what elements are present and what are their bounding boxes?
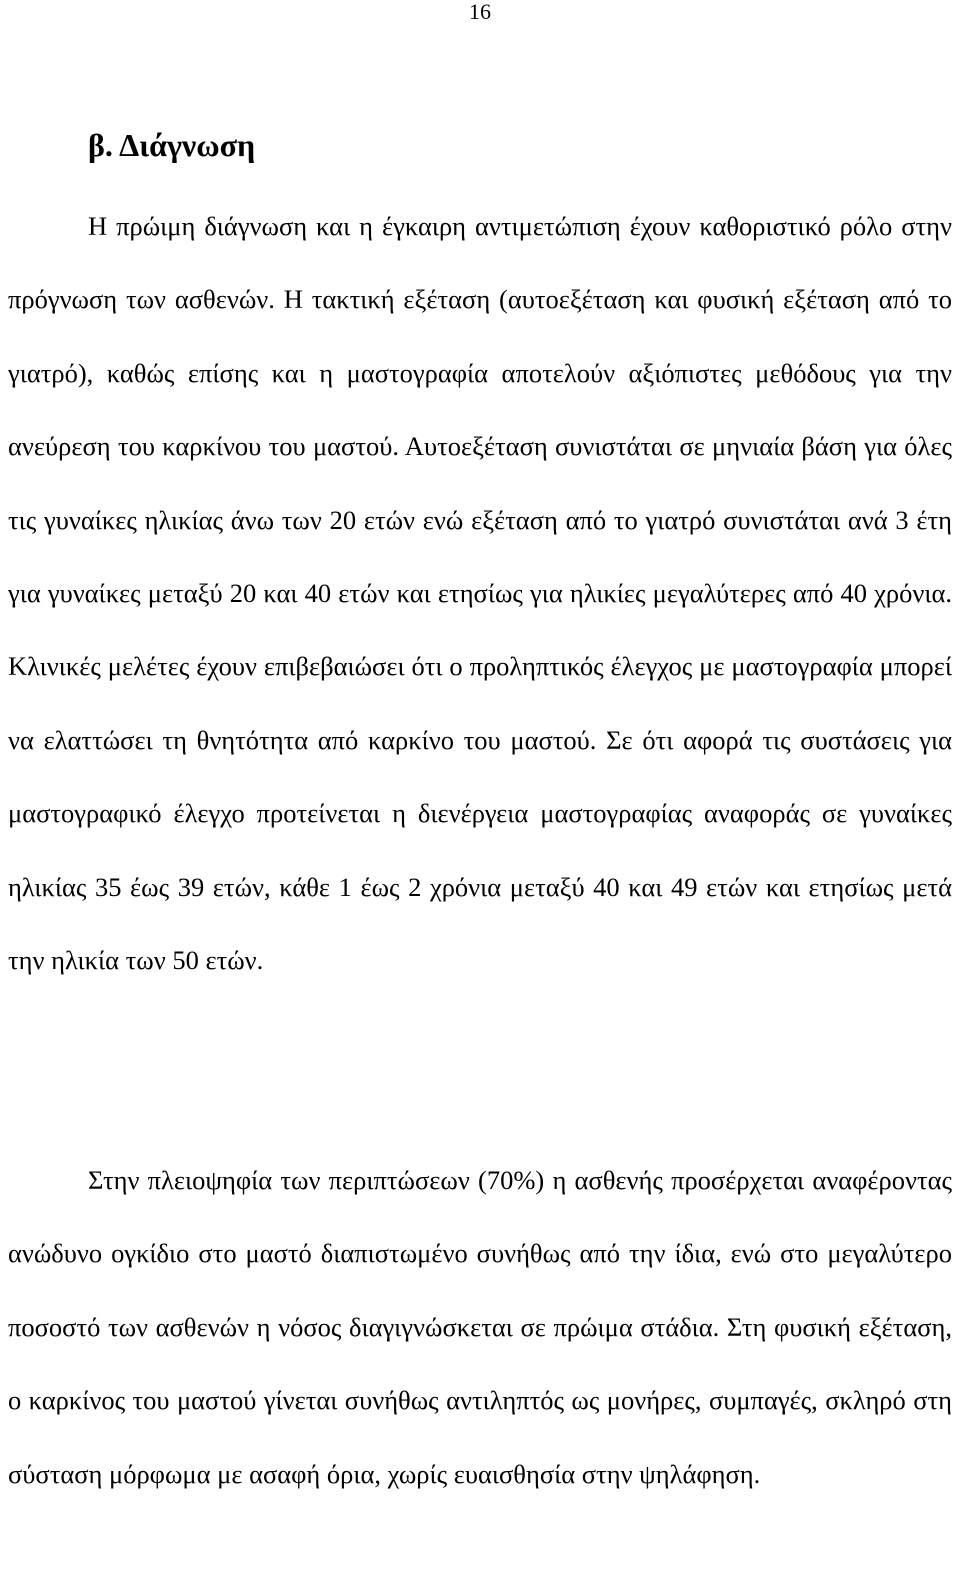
body-paragraph-diagnosis-overview: Η πρώιμη διάγνωση και η έγκαιρη αντιμετώπιση έχουν καθοριστικό ρόλο στην πρόγνωση των ασθενών. Η τακτική εξέταση (αυτοεξέταση και φυσική εξέταση από το γιατρό), καθώς επίσης και η μαστογραφία αποτελούν αξιόπιστες μεθόδους για την ανεύρεση του καρκίνου του μαστού. Αυτοεξέταση συνιστάται σε μηνιαία βάση για όλες τις γυναίκες ηλικίας άνω των 20 ετών ενώ εξέταση από το γιατρό συνιστάται ανά 3 έτη για γυναίκες μεταξύ 20 και 40 ετών και ετησίως για ηλικίες μεγαλύτερες από 40 χρόνια. Κλινικές μελέτες έχουν επιβεβαιώσει ότι ο προληπτικός έλεγχος με μαστογραφία μπορεί να ελαττώσει τη θνητότητα από καρκίνο του μαστού. Σε ότι αφορά τις συστάσεις για μαστογραφικό έλεγχο προτείνεται η διενέργεια μαστογραφίας αναφοράς σε γυναίκες ηλικίας 35 έως 39 ετών, κάθε 1 έως 2 χρόνια μεταξύ 40 και 49 ετών και ετησίως μετά την ηλικία των 50 ετών. — [8, 211, 952, 976]
page-number: 16 — [469, 0, 491, 24]
section-heading: β. Διάγνωση — [88, 127, 256, 163]
body-paragraph-clinical-presentation: Στην πλειοψηφία των περιπτώσεων (70%) η ασθενής προσέρχεται αναφέροντας ανώδυνο ογκίδιο στο μαστό διαπιστωμένο συνήθως από την ίδια, ενώ στο μεγαλύτερο ποσοστό των ασθενών η νόσος διαγιγνώσκεται σε πρώιμα στάδια. Στη φυσική εξέταση, ο καρκίνος του μαστού γίνεται συνήθως αντιληπτός ως μονήρες, συμπαγές, σκληρό στη σύσταση μόρφωμα με ασαφή όρια, χωρίς ευαισθησία στην ψηλάφηση. — [8, 1165, 952, 1489]
